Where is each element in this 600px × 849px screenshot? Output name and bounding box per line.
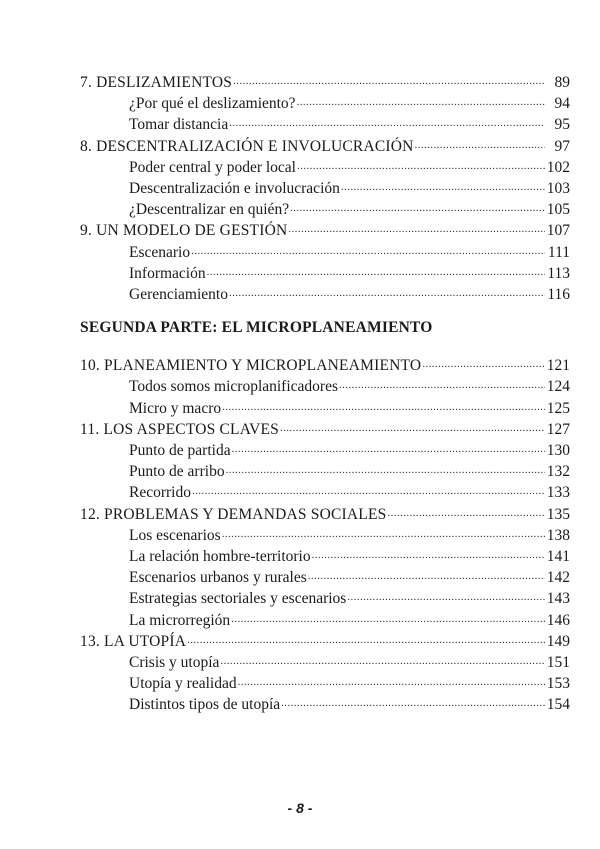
toc-entry-page: 132 [546, 463, 570, 481]
toc-entry-page: 125 [546, 399, 570, 417]
toc-entry-title: Punto de partida [129, 442, 231, 459]
dot-leader [231, 607, 545, 630]
toc-entry-title: Descentralización e involucración [129, 179, 340, 197]
toc-entry-page: 153 [546, 675, 570, 693]
dot-leader [422, 352, 545, 375]
toc-entry-title: Recorrido [129, 484, 191, 502]
toc-entry-title: Todos somos microplanificadores [129, 378, 338, 396]
toc-entry-page: 103 [546, 179, 570, 197]
toc-entry-title: 11. LOS ASPECTOS CLAVES [80, 420, 279, 438]
dot-leader [290, 196, 545, 219]
dot-leader [280, 416, 545, 439]
toc-entry-page: 89 [554, 74, 570, 91]
toc-entry-page: 142 [546, 569, 570, 587]
dot-leader [220, 649, 545, 672]
toc-entry-page: 94 [554, 95, 570, 113]
toc-entry-title: Los escenarios [129, 526, 221, 544]
toc-entry-page: 143 [546, 590, 570, 608]
toc-entry-title: 9. UN MODELO DE GESTIÓN [80, 222, 288, 240]
toc-entry-title: Crisis y utopía [129, 653, 220, 671]
toc-entry-page: 97 [554, 137, 570, 155]
dot-leader [281, 691, 545, 714]
dot-leader [192, 479, 545, 502]
dot-leader [238, 670, 545, 693]
toc-entry-page: 151 [546, 653, 570, 671]
toc-entry-title: Gerenciamiento [129, 285, 228, 303]
dot-leader [347, 585, 545, 608]
toc-entry-title: 12. PROBLEMAS Y DEMANDAS SOCIALES [80, 505, 387, 523]
dot-leader [288, 217, 545, 240]
dot-leader [232, 437, 545, 460]
toc-entry-title: 7. DESLIZAMIENTOS [80, 74, 233, 91]
toc-entry-page: 95 [554, 116, 570, 134]
toc-entry-page: 146 [546, 611, 570, 629]
dot-leader [415, 133, 545, 156]
toc-second-part [80, 355, 570, 715]
toc-entry-title: Escenarios urbanos y rurales [129, 569, 307, 587]
toc-entry-page: 102 [546, 158, 570, 176]
dot-leader [222, 395, 545, 418]
dot-leader [226, 458, 545, 481]
toc-subentry [80, 694, 570, 715]
toc-entry-title: Micro y macro [129, 399, 222, 417]
dot-leader [187, 628, 545, 651]
page-number: - 8 - [287, 800, 313, 816]
toc-entry-title: ¿Por qué el deslizamiento? [129, 95, 296, 113]
toc-entry-page: 154 [546, 696, 570, 714]
toc-entry-title: Escenario [129, 243, 191, 261]
toc-entry-page: 105 [546, 201, 570, 219]
toc-entry-title: Información [129, 264, 206, 282]
toc-entry-title: Utopía y realidad [129, 675, 237, 693]
toc-entry-page: 141 [546, 547, 570, 565]
dot-leader [191, 239, 545, 262]
toc-entry-title: ¿Descentralizar en quién? [129, 201, 290, 219]
dot-leader [233, 69, 545, 92]
toc-entry-title: Poder central y poder local [129, 158, 296, 176]
toc-subentry [80, 284, 570, 305]
toc-entry-page: 130 [546, 442, 570, 459]
toc-entry-title: Distintos tipos de utopía [129, 696, 281, 714]
toc-entry-page: 133 [546, 484, 570, 502]
toc-entry-title: 10. PLANEAMIENTO Y MICROPLANEAMIENTO [80, 357, 422, 375]
dot-leader [229, 111, 545, 134]
toc-entry-title: 13. LA UTOPÍA [80, 632, 187, 650]
dot-leader [229, 281, 545, 304]
dot-leader [207, 260, 545, 283]
toc-entry-page: 124 [546, 378, 570, 396]
toc-entry-title: 8. DESCENTRALIZACIÓN E INVOLUCRACIÓN [80, 137, 414, 155]
toc-entry-page: 113 [547, 264, 570, 282]
table-of-contents [80, 72, 570, 715]
dot-leader [341, 175, 545, 198]
dot-leader [297, 90, 545, 113]
toc-entry-page: 149 [546, 632, 570, 650]
dot-leader [387, 501, 545, 524]
dot-leader [312, 543, 545, 566]
toc-entry-page: 121 [546, 357, 570, 375]
toc-entry-title: Estrategias sectoriales y escenarios [129, 590, 347, 608]
toc-entry-title: Tomar distancia [129, 116, 229, 134]
toc-entry-page: 127 [546, 420, 570, 438]
toc-entry-title: La relación hombre-territorio [129, 547, 311, 565]
dot-leader [297, 154, 545, 177]
toc-entry-page: 111 [547, 243, 570, 261]
toc-entry-title: Punto de arribo [129, 463, 225, 481]
toc-entry-page: 107 [546, 222, 570, 240]
toc-entry-page: 116 [547, 285, 570, 303]
toc-entry-page: 138 [546, 526, 570, 544]
toc-entry-title: La microrregión [129, 611, 231, 629]
toc-first-part [80, 72, 570, 305]
dot-leader [339, 373, 545, 396]
dot-leader [222, 522, 545, 545]
dot-leader [308, 564, 545, 587]
section-header: SEGUNDA PARTE: EL MICROPLANEAMIENTO [80, 319, 433, 337]
toc-entry-page: 135 [546, 505, 570, 523]
